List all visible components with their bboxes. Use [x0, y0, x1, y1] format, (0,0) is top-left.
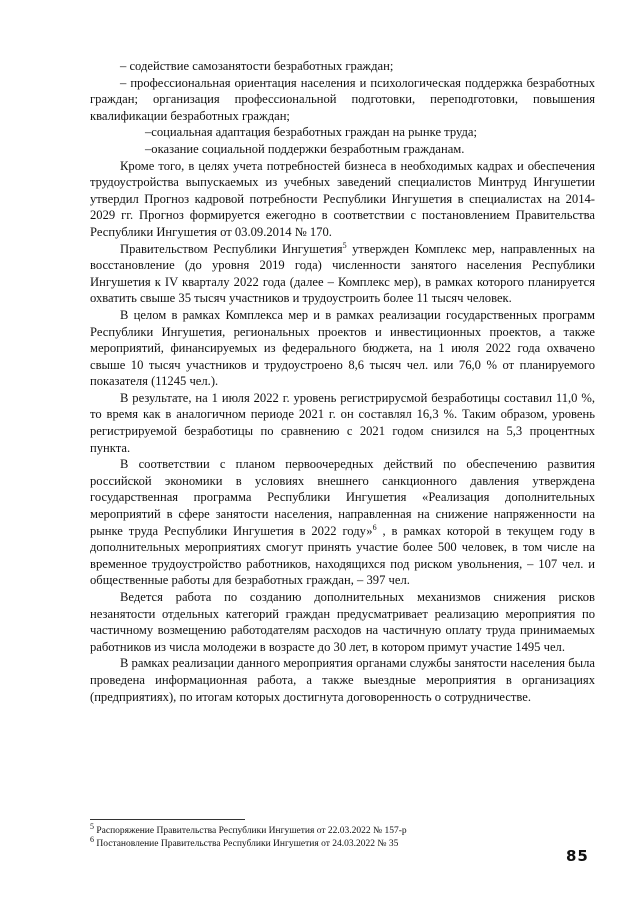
footnote-ref-5: 5 — [342, 240, 347, 250]
paragraph-youth-measures: Ведется работа по созданию дополнительных механизмов снижения рисков незанятости отдельных категорий граждан предусматривает реализацию мероприятия по частичному возмещению работодателям расходов на частичную оплату труда принимаемых работников из числа молодежи в возрасте до 30 лет, в котором примут участие 1495 чел. — [90, 590, 595, 654]
footnote-text: Распоряжение Правительства Республики Ингушетия от 22.03.2022 № 157-р — [94, 826, 407, 836]
footnote-6 — [90, 834, 399, 850]
paragraph-unemployment-rate: В результате, на 1 июля 2022 г. уровень регистрирусмой безработицы составил 11,0 %, то время как в аналогичном периоде 2021 г. он составлял 16,3 %. Таким образом, уровень регистрируемой безработицы по сравнению с 2021 годом снизился на 5,3 процентных пункта. — [90, 390, 595, 455]
page-number: 85 — [566, 847, 589, 865]
paragraph-text: утвержден Комплекс мер, направленных на восстановление (до уровня 2019 года) численности занятого населения Республики Ингушетия к IV кварталу 2022 года (далее – Комплекс мер), в рамках которого планируется охватить свыше 35 тысяч участников и трудоустроить более 11 тысяч человек. — [90, 241, 596, 306]
bullet-self-employment: – содействие самозанятости безработных граждан; — [120, 59, 394, 73]
bullet-career-guidance: – профессиональная ориентация населения и психологическая поддержка безработных граждан; организация профессиональной подготовки, переподготовки, повышения квалификации безработных граждан; — [90, 75, 595, 123]
paragraph-text: В соответствии с планом первоочередных действий по обеспечению развития российской экономики в условиях внешнего санкционного давления утверждена государственная программа Республики Ингушетия «Реализация дополнительных мероприятий в сфере занятости населения, направленная на снижение напряженности на рынке труда Республики Ингушетия в 2022 году» — [90, 457, 595, 538]
footnote-divider — [90, 819, 245, 820]
paragraph-text: Правительством Республики Ингушетия — [120, 241, 343, 256]
footnote-text: Постановление Правительства Республики Ингушетия от 24.03.2022 № 35 — [94, 839, 399, 849]
paragraph-state-program — [90, 456, 595, 589]
body-text — [90, 58, 595, 705]
paragraph-forecast: Кроме того, в целях учета потребностей бизнеса в необходимых кадрах и обеспечения трудоустройства выпускаемых из учебных заведений специалистов Минтруд Ингушетии утвердил Прогноз кадровой потребности Республики Ингушетия в специалистах на 2014-2029 гг. Прогноз формируется ежегодно в соответствии с постановлением Правительства Республики Ингушетия от 03.09.2014 № 170. — [90, 158, 595, 239]
footnote-number: 6 — [90, 834, 94, 844]
paragraph-complex-measures — [90, 241, 595, 307]
bullet-social-adaptation: –социальная адаптация безработных граждан на рынке труда; — [145, 125, 477, 140]
bullet-social-support: –оказание социальной поддержки безработным гражданам. — [145, 141, 465, 156]
paragraph-overall-results: В целом в рамках Комплекса мер и в рамках реализации государственных программ Республики Ингушетия, региональных проектов и инвестиционных проектов, а также мероприятий, финансируемых из федерального бюджета, на 1 июля 2022 года охвачено свыше 10 тысяч участников и трудоустроено 8,6 тысяч чел. или 76,0 % от планируемого показателя (11245 чел.). — [90, 307, 595, 389]
footnote-5 — [90, 821, 407, 837]
paragraph-information-work: В рамках реализации данного мероприятия органами службы занятости населения была проведена информационная работа, а также выездные мероприятия в организациях (предприятиях), по итогам которых достигнута договоренность о сотрудничестве. — [90, 656, 595, 704]
footnote-ref-6: 6 — [372, 522, 377, 532]
paragraph-text: , в рамках которой в текущем году в дополнительных мероприятиях смогут принять участие более 500 человек, в том числе на временное трудоустройство работников, находящихся под риском увольнения, – 107 чел. и общественные работы для безработных граждан, – 397 чел. — [90, 523, 595, 588]
footnote-number: 5 — [90, 821, 94, 831]
